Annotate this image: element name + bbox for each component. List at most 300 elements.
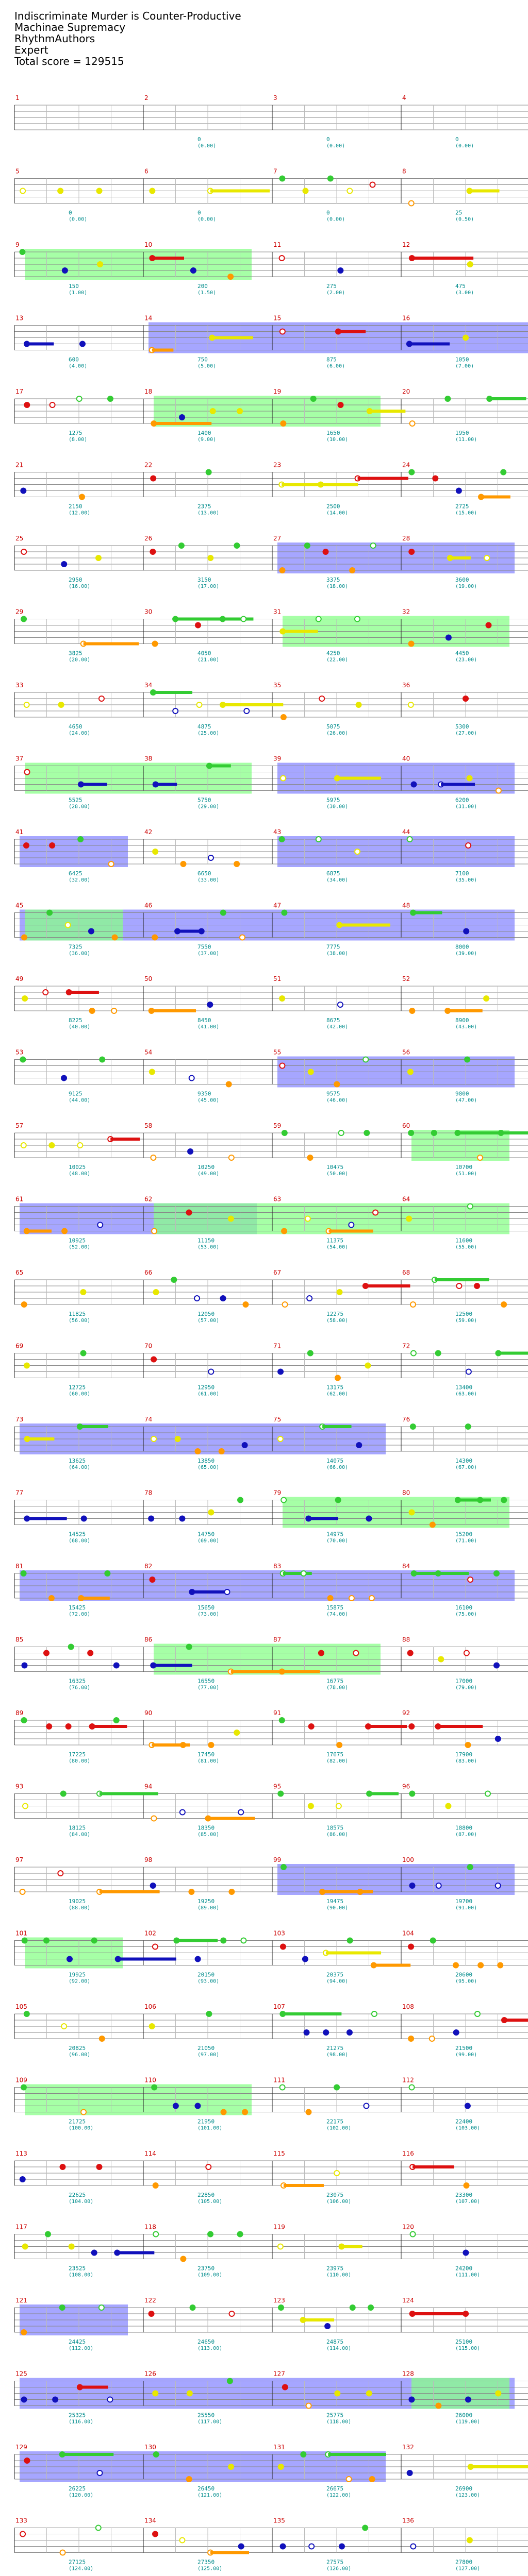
measure-number: 51 xyxy=(273,975,282,982)
measure-score: 0 xyxy=(455,136,459,143)
measure-score: 21275 xyxy=(326,2045,344,2052)
sustain-bar xyxy=(321,483,358,486)
measure-multiplier: (100.00) xyxy=(69,2125,94,2131)
note xyxy=(208,1742,213,1748)
measure-score: 20150 xyxy=(197,1971,215,1978)
note xyxy=(221,1296,226,1301)
measure-multiplier: (26.00) xyxy=(326,731,349,736)
note xyxy=(21,488,26,494)
measure-score: 22400 xyxy=(455,2118,473,2125)
note xyxy=(279,256,285,261)
note xyxy=(190,2305,195,2310)
measure-multiplier: (114.00) xyxy=(326,2346,352,2351)
note xyxy=(409,641,414,647)
measure-score: 5300 xyxy=(455,723,469,730)
note xyxy=(475,2011,480,2016)
measure-score: 5525 xyxy=(69,796,82,804)
measure-number: 75 xyxy=(273,1416,282,1423)
measure-score: 25100 xyxy=(455,2338,473,2345)
measure-number: 112 xyxy=(402,2076,414,2084)
measure-multiplier: (36.00) xyxy=(69,951,91,957)
note xyxy=(410,2544,416,2549)
note xyxy=(366,1516,371,1521)
sustain-bar xyxy=(358,477,408,480)
note xyxy=(356,1443,361,1448)
note xyxy=(195,2104,200,2109)
note xyxy=(279,176,285,181)
measure-score: 19475 xyxy=(326,1898,344,1905)
measure-score: 17225 xyxy=(69,1751,86,1758)
sustain-bar xyxy=(118,1958,176,1961)
measure-number: 7 xyxy=(273,167,277,175)
measure-number: 47 xyxy=(273,902,282,909)
measure-multiplier: (97.00) xyxy=(197,2052,220,2058)
sustain-bar xyxy=(152,1009,196,1012)
note xyxy=(152,2085,157,2090)
note xyxy=(49,1143,54,1148)
measure-multiplier: (74.00) xyxy=(326,1612,349,1617)
measure-score: 15875 xyxy=(326,1604,344,1611)
note xyxy=(408,1070,413,1075)
measure-number: 26 xyxy=(144,535,153,542)
note xyxy=(20,1889,25,1894)
measure-number: 38 xyxy=(144,755,153,762)
note xyxy=(226,1082,232,1087)
sustain-bar xyxy=(153,691,192,694)
note xyxy=(206,2164,211,2170)
measure-multiplier: (11.00) xyxy=(455,437,477,443)
note xyxy=(278,1369,283,1375)
measure-number: 110 xyxy=(144,2076,156,2084)
note xyxy=(468,1577,473,1582)
measure-number: 12 xyxy=(402,241,410,248)
note xyxy=(153,641,158,647)
note xyxy=(494,1571,499,1576)
note xyxy=(229,1155,234,1160)
measure-multiplier: (35.00) xyxy=(455,877,477,883)
note xyxy=(151,1816,156,1821)
note xyxy=(281,1498,286,1503)
note xyxy=(189,1889,194,1894)
measure-number: 13 xyxy=(15,314,24,322)
measure-number: 91 xyxy=(273,1709,282,1717)
note xyxy=(20,1057,25,1062)
note xyxy=(430,1522,435,1528)
measure-multiplier: (54.00) xyxy=(326,1244,349,1250)
measure-score: 14750 xyxy=(197,1531,215,1538)
note xyxy=(22,1302,27,1307)
note xyxy=(410,1424,416,1429)
sustain-bar xyxy=(409,343,450,346)
note xyxy=(150,1577,155,1582)
note xyxy=(280,776,286,781)
note xyxy=(221,910,226,916)
measure-number: 63 xyxy=(273,1195,282,1203)
measure-multiplier: (10.00) xyxy=(326,437,349,443)
note xyxy=(301,2452,306,2457)
measure-score: 25775 xyxy=(326,2412,344,2419)
note xyxy=(21,617,26,622)
note xyxy=(175,1436,180,1442)
measure-multiplier: (108.00) xyxy=(69,2272,94,2278)
note xyxy=(199,929,204,934)
measure-number: 29 xyxy=(15,608,24,616)
note xyxy=(62,268,68,273)
measure-multiplier: (102.00) xyxy=(326,2125,352,2131)
measure-score: 17450 xyxy=(197,1751,215,1758)
measure-score: 10700 xyxy=(455,1164,473,1171)
note xyxy=(311,396,316,401)
measure-multiplier: (106.00) xyxy=(326,2199,352,2205)
sustain-bar xyxy=(223,703,283,706)
measure-number: 4 xyxy=(402,94,406,101)
measure-number: 25 xyxy=(15,535,24,542)
measure-number: 48 xyxy=(402,902,410,909)
measure-score: 4875 xyxy=(197,723,211,730)
note xyxy=(367,2391,372,2396)
note xyxy=(24,2011,29,2016)
sustain-bar xyxy=(153,1664,192,1667)
measure-score: 18800 xyxy=(455,1824,473,1832)
measure-number: 6 xyxy=(144,167,148,175)
note xyxy=(410,1883,415,1888)
note xyxy=(60,2305,65,2310)
sustain-bar xyxy=(283,630,318,633)
note xyxy=(242,2110,248,2115)
measure-multiplier: (122.00) xyxy=(326,2493,352,2498)
note xyxy=(43,990,48,995)
note xyxy=(347,189,352,194)
sustain-bar xyxy=(374,1964,411,1967)
measure-multiplier: (84.00) xyxy=(69,1832,91,1838)
measure-number: 118 xyxy=(144,2223,156,2231)
note xyxy=(92,2250,97,2256)
note xyxy=(187,1210,192,1215)
note xyxy=(24,2458,29,2463)
note xyxy=(301,1571,306,1576)
note xyxy=(364,1130,369,1136)
measure-number: 58 xyxy=(144,1122,153,1129)
measure-multiplier: (28.00) xyxy=(69,804,91,810)
measure-number: 43 xyxy=(273,828,282,836)
note xyxy=(153,2232,158,2237)
measure-score: 13400 xyxy=(455,1384,473,1391)
note xyxy=(456,488,461,494)
note xyxy=(21,1571,26,1576)
measure-multiplier: (112.00) xyxy=(69,2346,94,2351)
measure-score: 27575 xyxy=(326,2558,344,2566)
note xyxy=(154,2452,159,2457)
sustain-bar xyxy=(438,1725,483,1728)
measure-number: 123 xyxy=(273,2297,285,2304)
measure-score: 14975 xyxy=(326,1531,344,1538)
measure-number: 50 xyxy=(144,975,153,982)
note xyxy=(463,2250,468,2256)
note xyxy=(92,1938,97,1943)
measure-number: 40 xyxy=(402,755,410,762)
measure-multiplier: (23.00) xyxy=(455,657,477,663)
measure-multiplier: (17.00) xyxy=(197,584,220,589)
note xyxy=(21,2085,26,2090)
sustain-bar xyxy=(210,2551,249,2554)
sustain-bar xyxy=(69,991,99,994)
note xyxy=(337,1290,342,1295)
note xyxy=(409,1008,415,1013)
measure-score: 8225 xyxy=(69,1017,82,1024)
measure-multiplier: (14.00) xyxy=(326,510,349,516)
note xyxy=(307,1296,312,1301)
measure-multiplier: (83.00) xyxy=(455,1758,477,1764)
sustain-bar xyxy=(62,2453,114,2456)
measure-multiplier: (4.00) xyxy=(69,363,88,369)
measure-score: 3375 xyxy=(326,577,340,583)
measure-score: 10250 xyxy=(197,1164,215,1171)
measure-score: 1950 xyxy=(455,430,469,436)
measure-number: 134 xyxy=(144,2517,156,2524)
note xyxy=(433,476,438,481)
measure-score: 3600 xyxy=(455,577,469,583)
measure-multiplier: (7.00) xyxy=(455,363,474,369)
note xyxy=(278,2305,284,2310)
measure-number: 108 xyxy=(402,2003,414,2010)
note xyxy=(23,1804,28,1809)
measure-score: 2150 xyxy=(69,503,82,510)
note xyxy=(463,2311,468,2316)
note xyxy=(408,1651,413,1656)
note xyxy=(280,329,285,334)
measure-multiplier: (96.00) xyxy=(69,2052,91,2058)
note xyxy=(465,1742,470,1748)
sustain-bar xyxy=(212,336,253,340)
measure-number: 96 xyxy=(402,1783,410,1790)
measure-multiplier: (126.00) xyxy=(326,2566,352,2572)
note xyxy=(208,2232,213,2237)
sustain-bar xyxy=(84,642,139,646)
note xyxy=(79,495,85,500)
note xyxy=(153,849,158,854)
sustain-bar xyxy=(438,1572,460,1575)
note xyxy=(370,2477,375,2482)
note xyxy=(319,696,324,701)
measure-multiplier: (109.00) xyxy=(197,2272,223,2278)
measure-number: 5 xyxy=(15,167,20,175)
note xyxy=(319,1651,324,1656)
note xyxy=(24,402,29,408)
note xyxy=(338,402,343,408)
measure-multiplier: (69.00) xyxy=(197,1538,220,1544)
note xyxy=(22,996,27,1001)
note xyxy=(410,1302,416,1307)
measure-score: 475 xyxy=(455,283,466,290)
measure-multiplier: (90.00) xyxy=(326,1905,349,1911)
measure-score: 2500 xyxy=(326,503,340,510)
note xyxy=(436,2403,441,2409)
measure-number: 101 xyxy=(15,1929,27,1937)
measure-multiplier: (52.00) xyxy=(69,1244,91,1250)
note xyxy=(410,421,415,426)
sustain-bar xyxy=(370,410,406,413)
measure-multiplier: (43.00) xyxy=(455,1024,477,1030)
measure-score: 0 xyxy=(326,209,330,216)
measure-multiplier: (67.00) xyxy=(455,1465,477,1470)
sustain-bar xyxy=(329,1230,373,1233)
note xyxy=(474,1283,480,1289)
measure-score: 3150 xyxy=(197,577,211,583)
measure-multiplier: (21.00) xyxy=(197,657,220,663)
note xyxy=(20,189,25,194)
note xyxy=(334,2085,339,2090)
sustain-bar xyxy=(412,2312,465,2315)
sustain-bar xyxy=(27,1517,67,1520)
measure-number: 74 xyxy=(144,1416,153,1423)
measure-number: 8 xyxy=(402,167,406,175)
measure-score: 22175 xyxy=(326,2118,344,2125)
measure-score: 9800 xyxy=(455,1090,469,1097)
measure-score: 6875 xyxy=(326,870,340,877)
note xyxy=(22,2397,27,2402)
measure-number: 86 xyxy=(144,1636,153,1643)
note xyxy=(465,1057,470,1062)
note xyxy=(24,1363,29,1368)
measure-score: 17675 xyxy=(326,1751,344,1758)
note xyxy=(81,2110,86,2115)
measure-multiplier: (63.00) xyxy=(455,1391,477,1397)
measure-multiplier: (46.00) xyxy=(326,1097,349,1104)
note xyxy=(179,1516,185,1521)
measure-number: 30 xyxy=(144,608,153,616)
measure-number: 84 xyxy=(402,1563,410,1570)
sustain-bar xyxy=(80,2386,108,2389)
measure-number: 41 xyxy=(15,828,24,836)
note xyxy=(316,617,321,622)
measure-multiplier: (61.00) xyxy=(197,1391,220,1397)
measure-score: 20375 xyxy=(326,1971,344,1978)
measure-multiplier: (12.00) xyxy=(69,510,91,516)
sustain-bar xyxy=(192,1590,227,1594)
measure-number: 62 xyxy=(144,1195,153,1203)
measure-score: 4250 xyxy=(326,650,340,657)
note xyxy=(467,2538,472,2543)
note xyxy=(191,268,196,273)
sustain-bar xyxy=(117,2251,154,2255)
song-artist: Machinae Supremacy xyxy=(14,21,126,33)
note xyxy=(280,2085,285,2090)
sustain-bar xyxy=(80,1425,108,1428)
note xyxy=(278,2244,283,2249)
measure-multiplier: (89.00) xyxy=(197,1905,220,1911)
measure-score: 15650 xyxy=(197,1604,215,1611)
measure-multiplier: (121.00) xyxy=(197,2493,223,2498)
note xyxy=(334,2171,339,2176)
measure-number: 31 xyxy=(273,608,282,616)
sustain-bar xyxy=(284,2184,324,2187)
note xyxy=(363,1057,368,1062)
measure-multiplier: (66.00) xyxy=(326,1465,349,1470)
note xyxy=(466,2397,471,2402)
note xyxy=(408,702,414,707)
measure-multiplier: (85.00) xyxy=(197,1832,220,1838)
measure-number: 98 xyxy=(144,1856,153,1863)
note xyxy=(240,935,245,940)
note xyxy=(21,549,26,554)
sustain-bar xyxy=(81,1597,110,1600)
sustain-bar xyxy=(481,496,510,499)
note xyxy=(153,2391,158,2396)
note xyxy=(466,1369,471,1375)
measure-multiplier: (1.50) xyxy=(197,290,217,296)
measure-multiplier: (65.00) xyxy=(197,1465,220,1470)
sustain-bar xyxy=(175,618,222,621)
song-charter: RhythmAuthors xyxy=(14,32,95,45)
measure-multiplier: (33.00) xyxy=(197,877,220,883)
note xyxy=(350,568,355,573)
note xyxy=(468,1865,473,1870)
measure-multiplier: (111.00) xyxy=(455,2272,481,2278)
measure-number: 77 xyxy=(15,1489,24,1497)
measure-score: 24200 xyxy=(455,2265,473,2272)
measure-score: 8675 xyxy=(326,1017,340,1024)
note xyxy=(370,182,375,188)
note xyxy=(107,2397,112,2402)
measure-number: 17 xyxy=(15,388,24,395)
measure-score: 0 xyxy=(197,209,201,216)
note xyxy=(279,837,285,842)
note xyxy=(208,1369,213,1375)
note xyxy=(407,837,412,842)
measure-multiplier: (57.00) xyxy=(197,1318,220,1324)
measure-score: 18575 xyxy=(326,1824,344,1832)
measure-number: 11 xyxy=(273,241,282,248)
note xyxy=(308,1351,313,1356)
measure-score: 21050 xyxy=(197,2045,215,2052)
note xyxy=(152,1229,157,1234)
note xyxy=(304,2030,309,2035)
note xyxy=(279,996,285,1001)
measure-multiplier: (49.00) xyxy=(197,1171,220,1177)
note xyxy=(22,1718,27,1723)
note xyxy=(97,1223,103,1228)
note xyxy=(278,1436,283,1442)
note xyxy=(112,935,118,940)
note xyxy=(306,2403,311,2409)
note xyxy=(364,2104,369,2109)
measure-multiplier: (75.00) xyxy=(455,1612,477,1617)
measure-number: 79 xyxy=(273,1489,282,1497)
sustain-bar xyxy=(156,783,177,786)
note xyxy=(234,543,239,548)
measure-number: 71 xyxy=(273,1342,282,1350)
measure-score: 12725 xyxy=(69,1384,86,1391)
note xyxy=(210,409,216,414)
measure-number: 32 xyxy=(402,608,410,616)
measure-score: 12050 xyxy=(197,1311,215,1317)
note xyxy=(279,1063,285,1069)
measure-score: 9125 xyxy=(69,1090,82,1097)
measure-number: 95 xyxy=(273,1783,282,1790)
note xyxy=(238,1498,243,1503)
sustain-bar xyxy=(339,924,390,927)
measure-number: 82 xyxy=(144,1563,153,1570)
measure-score: 4650 xyxy=(69,723,82,730)
measure-score: 1400 xyxy=(197,430,211,436)
sustain-bar xyxy=(413,911,442,914)
measure-score: 22850 xyxy=(197,2192,215,2198)
note xyxy=(61,1791,66,1797)
note xyxy=(466,1424,471,1429)
measure-multiplier: (53.00) xyxy=(197,1244,220,1250)
measure-number: 103 xyxy=(273,1929,285,1937)
note xyxy=(283,1302,288,1307)
